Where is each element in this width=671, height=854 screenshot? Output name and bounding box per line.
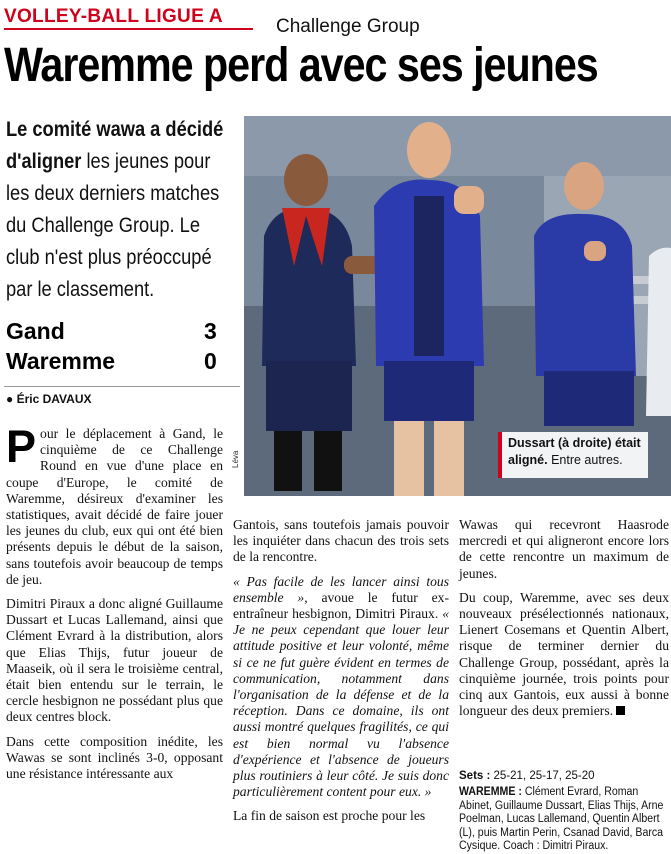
- paragraph-text: our le déplacement à Gand, le cinquième de ce Challenge Round en vue d'une place en coupe d'Europe, le comité de Waremme, désireux d'examiner les statistiques, avait décidé de faire jouer les jeunes du club, eux qui ont été bien présents depuis le début de la saison, sans toutefois avoir beaucoup de temps de jeu.: [6, 426, 223, 587]
- article-column-1: [6, 421, 223, 790]
- article-column-2: [233, 517, 449, 833]
- score-value: 0: [204, 348, 217, 374]
- score-team: Gand: [6, 318, 65, 344]
- quote: « Je ne peux cependant que louer leur attitude positive et leur volonté, même si ce ne fut guère évident en termes de communication, notamment dans l'organisation de la défense et de la réception. Dans ce domaine, ils ont aussi montré quelques fragilités, ce qui est bien normal vu l'absence d'expérience et l'absence de joueurs plus routiniers à leur côté. Je suis donc particulièrement content pour eux. »: [233, 606, 449, 800]
- paragraph: Dans cette composition inédite, les Wawas se sont inclinés 3-0, opposant une résistance intéressante aux: [6, 733, 223, 782]
- lead-paragraph: [6, 114, 237, 306]
- paragraph: Dimitri Piraux a donc aligné Guillaume Dussart et Lucas Lallemand, ainsi que Clément Evrard à la distribution, alors que Elias Thijs, futur joueur de Maaseik, où il sera le troisième central, était bien entendu sur le terrain, le cercle hesbignon ne possédant plus que deux centres block.: [6, 596, 223, 725]
- paragraph-text: , avoue le futur ex-entraîneur hesbignon, Dimitri Piraux.: [233, 589, 449, 622]
- byline: ● Éric DAVAUX: [6, 392, 92, 406]
- lead-rest: les jeunes pour les deux derniers matches du Challenge Group. Le club n'est plus préoccupé par le classement.: [6, 150, 220, 301]
- photo-credit: Léva: [231, 450, 240, 468]
- score-team: Waremme: [6, 348, 116, 374]
- rubric: VOLLEY-BALL LIGUE A: [4, 6, 223, 27]
- composition-label: WAREMME :: [459, 786, 522, 798]
- rubric-sub: Challenge Group: [276, 16, 420, 37]
- author-name: Éric DAVAUX: [16, 392, 92, 406]
- lead-bold: Le comité wawa a décidé d'aligner: [6, 118, 224, 173]
- paragraph: La fin de saison est proche pour les: [233, 808, 426, 824]
- team-composition: [459, 786, 669, 854]
- paragraph: [233, 574, 449, 801]
- sets-info: [459, 770, 669, 782]
- paragraph: [6, 421, 223, 588]
- paragraph: Wawas qui recevront Haasrode mercredi et qui aligneront encore lors de cette rencontre un maximum de jeunes.: [459, 517, 669, 581]
- caption-rest: Entre autres.: [547, 453, 623, 467]
- paragraph: Gantois, sans toutefois jamais pouvoir les inquiéter dans chacun des trois sets de la rencontre.: [233, 517, 449, 565]
- paragraph: [459, 590, 669, 720]
- sets-value: 25-21, 25-17, 25-20: [490, 770, 595, 782]
- score-value: 3: [204, 318, 217, 344]
- caption-bold: Dussart (à droite) était aligné.: [508, 436, 641, 467]
- sets-label: Sets :: [459, 770, 491, 782]
- end-square-icon: [616, 706, 625, 715]
- paragraph-text: Du coup, Waremme, avec ses deux nouveaux présélectionnés nationaux, Lienert Cosemans et Quentin Albert, risque de terminer dernier du Challenge Group, possédant, après la cinquième journée, trois points pour cinq aux Gantois, eux aussi à bonne longueur des deux premiers.: [459, 589, 669, 719]
- article-column-3: [459, 517, 669, 727]
- headline: Waremme perd avec ses jeunes: [4, 39, 598, 92]
- rubric-underline: [4, 28, 253, 30]
- composition-value: Clément Evrard, Roman Abinet, Guillaume Dussart, Elias Thijs, Arne Poelman, Lucas Lallemand, Quentin Albert (L), puis Martin Perin, Csanad David, Barca Cysique. Coach : Dimitri Piraux.: [459, 786, 664, 852]
- photo-caption: [498, 432, 648, 478]
- quote: « Pas facile de les lancer ainsi tous ensemble »: [233, 573, 449, 605]
- byline-divider: [4, 386, 240, 387]
- drop-cap: P: [6, 421, 37, 472]
